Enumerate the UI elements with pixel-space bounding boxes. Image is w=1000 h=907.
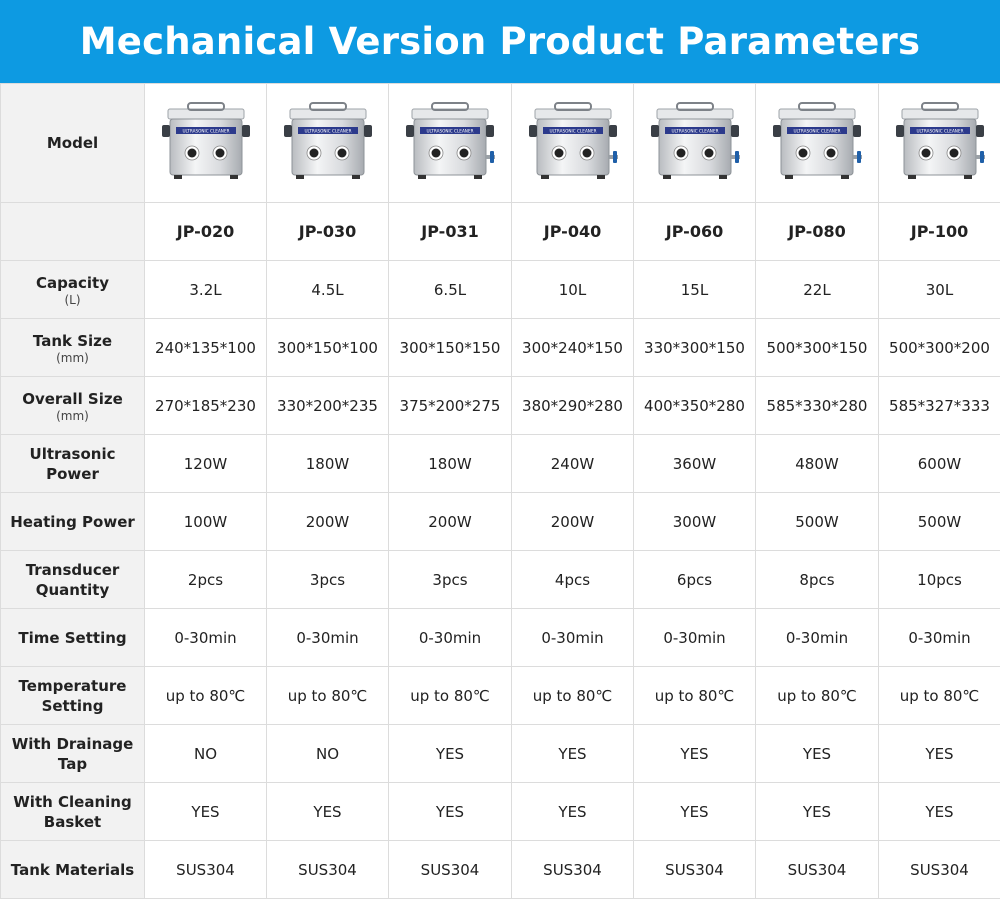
row-label-text: Tank Size [32,331,113,350]
row-label-unit: (mm) [56,350,89,365]
table-cell: up to 80℃ [879,667,1000,725]
page-title: Mechanical Version Product Parameters [79,20,921,63]
table-cell: 0-30min [512,609,634,667]
row-label [1,435,145,493]
model-image-cell [879,84,1000,203]
table-row [1,551,1000,609]
svg-text:ULTRASONIC CLEANER: ULTRASONIC CLEANER [426,128,474,134]
table-cell: 0-30min [756,609,879,667]
table-cell: NO [267,725,389,783]
table-cell: 180W [267,435,389,493]
table-cell: 240W [512,435,634,493]
table-cell: 10L [512,261,634,319]
table-cell: 120W [145,435,267,493]
ultrasonic-cleaner-image [890,93,990,193]
table-cell: YES [879,783,1000,841]
row-label-empty [1,203,145,261]
ultrasonic-cleaner-image [278,93,378,193]
table-cell: YES [512,783,634,841]
table-cell: 0-30min [267,609,389,667]
table-cell: up to 80℃ [145,667,267,725]
table-cell: up to 80℃ [267,667,389,725]
table-cell: YES [267,783,389,841]
table-cell: 4.5L [267,261,389,319]
svg-text:ULTRASONIC CLEANER: ULTRASONIC CLEANER [303,128,352,134]
model-code-cell: JP-030 [267,203,389,261]
table-cell: 380*290*280 [512,377,634,435]
row-label-unit: (L) [64,292,81,307]
row-label-text: Time Setting [18,628,127,647]
table-cell: 10pcs [879,551,1000,609]
svg-text:ULTRASONIC CLEANER: ULTRASONIC CLEANER [915,128,964,134]
title-banner [0,0,1000,83]
table-row [1,841,1000,899]
table-cell: 500W [879,493,1000,551]
table-cell: 330*300*150 [634,319,756,377]
model-image-cell [756,84,879,203]
row-label-text: Temperature Setting [18,676,127,715]
table-cell: 200W [512,493,634,551]
table-cell: 500W [756,493,879,551]
model-code-cell: JP-040 [512,203,634,261]
table-cell: 6pcs [634,551,756,609]
row-label-text: Overall Size [22,389,123,408]
table-cell: 100W [145,493,267,551]
row-label [1,667,145,725]
table-cell: YES [389,783,512,841]
table-cell: 270*185*230 [145,377,267,435]
table-cell: 15L [634,261,756,319]
table-row [1,609,1000,667]
model-code-cell: JP-060 [634,203,756,261]
table-cell: YES [634,725,756,783]
table-cell: YES [756,725,879,783]
table-cell: 30L [879,261,1000,319]
model-code-row [1,203,1000,261]
row-label-text: With Drainage Tap [11,734,134,773]
ultrasonic-cleaner-image [156,93,256,193]
table-cell: 200W [267,493,389,551]
table-cell: 0-30min [634,609,756,667]
model-image-cell [145,84,267,203]
table-cell: SUS304 [756,841,879,899]
svg-text:ULTRASONIC CLEANER: ULTRASONIC CLEANER [793,128,841,134]
table-cell: 180W [389,435,512,493]
table-cell: 585*330*280 [756,377,879,435]
table-cell: SUS304 [879,841,1000,899]
svg-text:ULTRASONIC CLEANER: ULTRASONIC CLEANER [548,128,597,134]
row-label [1,725,145,783]
table-cell: 300*150*150 [389,319,512,377]
table-cell: SUS304 [267,841,389,899]
table-row [1,435,1000,493]
row-label [1,783,145,841]
table-cell: 0-30min [879,609,1000,667]
table-cell: YES [512,725,634,783]
table-cell: up to 80℃ [756,667,879,725]
svg-text:ULTRASONIC CLEANER: ULTRASONIC CLEANER [181,128,230,134]
table-cell: 3pcs [389,551,512,609]
table-cell: 300W [634,493,756,551]
table-row [1,319,1000,377]
row-label [1,261,145,319]
table-cell: 240*135*100 [145,319,267,377]
table-row [1,667,1000,725]
table-cell: YES [756,783,879,841]
table-cell: 4pcs [512,551,634,609]
ultrasonic-cleaner-image [645,93,745,193]
ultrasonic-cleaner-image [400,93,500,193]
model-code-cell: JP-080 [756,203,879,261]
table-cell: up to 80℃ [634,667,756,725]
ultrasonic-cleaner-image [523,93,623,193]
row-label-text: Ultrasonic Power [29,444,116,483]
row-label-model: Model [1,84,145,203]
table-cell: SUS304 [512,841,634,899]
row-label [1,551,145,609]
table-row [1,261,1000,319]
model-code-cell: JP-100 [879,203,1000,261]
row-label [1,841,145,899]
row-label [1,377,145,435]
table-cell: 480W [756,435,879,493]
table-cell: 3pcs [267,551,389,609]
table-cell: 6.5L [389,261,512,319]
svg-text:ULTRASONIC CLEANER: ULTRASONIC CLEANER [670,128,719,134]
table-cell: 300*150*100 [267,319,389,377]
table-row [1,377,1000,435]
table-cell: SUS304 [145,841,267,899]
table-cell: 600W [879,435,1000,493]
table-cell: YES [389,725,512,783]
ultrasonic-cleaner-image [767,93,867,193]
row-label-text: Transducer Quantity [25,560,120,599]
table-cell: 360W [634,435,756,493]
table-cell: 375*200*275 [389,377,512,435]
table-cell: SUS304 [389,841,512,899]
table-cell: 3.2L [145,261,267,319]
model-image-row [1,84,1000,203]
model-code-cell: JP-020 [145,203,267,261]
table-cell: SUS304 [634,841,756,899]
row-label [1,319,145,377]
row-label-text: Capacity [36,273,109,292]
table-cell: 300*240*150 [512,319,634,377]
table-cell: 585*327*333 [879,377,1000,435]
table-cell: 330*200*235 [267,377,389,435]
table-row [1,783,1000,841]
table-row [1,493,1000,551]
model-image-cell [389,84,512,203]
model-code-cell: JP-031 [389,203,512,261]
table-cell: up to 80℃ [389,667,512,725]
table-cell: 500*300*200 [879,319,1000,377]
row-label-text: Heating Power [10,512,135,531]
table-cell: up to 80℃ [512,667,634,725]
table-cell: 500*300*150 [756,319,879,377]
row-label [1,609,145,667]
row-label [1,493,145,551]
table-cell: 200W [389,493,512,551]
model-image-cell [634,84,756,203]
table-cell: YES [634,783,756,841]
model-image-cell [512,84,634,203]
model-image-cell [267,84,389,203]
table-cell: YES [145,783,267,841]
table-cell: 400*350*280 [634,377,756,435]
table-body [1,84,1000,899]
table-cell: 0-30min [145,609,267,667]
table-cell: 22L [756,261,879,319]
row-label-text: Tank Materials [10,860,135,879]
table-cell: 0-30min [389,609,512,667]
table-cell: 2pcs [145,551,267,609]
table-cell: NO [145,725,267,783]
parameters-table [0,83,1000,899]
row-label-text: With Cleaning Basket [13,792,132,831]
table-cell: YES [879,725,1000,783]
table-cell: 8pcs [756,551,879,609]
table-row [1,725,1000,783]
row-label-unit: (mm) [56,408,89,423]
